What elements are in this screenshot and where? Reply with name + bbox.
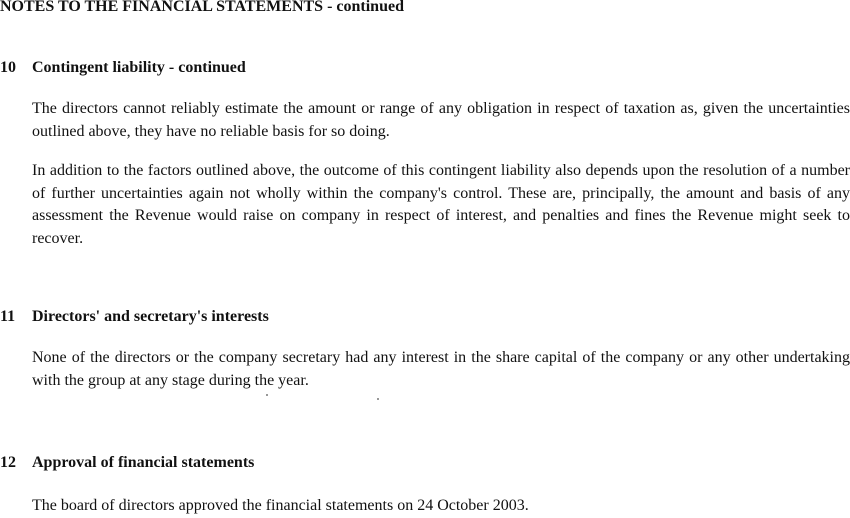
section-10-paragraph-1: The directors cannot reliably estimate the amount or range of any obligation in respect of taxation as, given the uncertainties outlined above, they have no reliable basis for so doing. bbox=[32, 100, 850, 140]
page-header: NOTES TO THE FINANCIAL STATEMENTS - continued bbox=[0, 0, 404, 15]
section-number: 11 bbox=[0, 308, 16, 325]
section-number: 12 bbox=[0, 454, 16, 471]
section-number: 10 bbox=[0, 59, 16, 76]
section-12-paragraph-1: The board of directors approved the financial statements on 24 October 2003. bbox=[32, 497, 529, 514]
section-11-paragraph-1: None of the directors or the company secretary had any interest in the share capital of the company or any other undertaking with the group at any stage during the year. bbox=[32, 349, 850, 389]
section-10-paragraph-2: In addition to the factors outlined above, the outcome of this contingent liability also depends upon the resolution of a number of further uncertainties again not wholly within the company's control. These are, principally, the amount and basis of any assessment the Revenue would raise on company in respect of interest, and penalties and fines the Revenue might seek to recover. bbox=[32, 162, 850, 247]
section-title: Directors' and secretary's interests bbox=[32, 308, 269, 325]
scan-speck bbox=[377, 398, 379, 400]
section-10-heading bbox=[0, 59, 246, 77]
section-title: Approval of financial statements bbox=[32, 454, 255, 471]
section-title: Contingent liability - continued bbox=[32, 59, 246, 76]
scan-speck bbox=[266, 394, 268, 396]
section-12-heading bbox=[0, 454, 254, 472]
section-11-heading bbox=[0, 308, 269, 326]
